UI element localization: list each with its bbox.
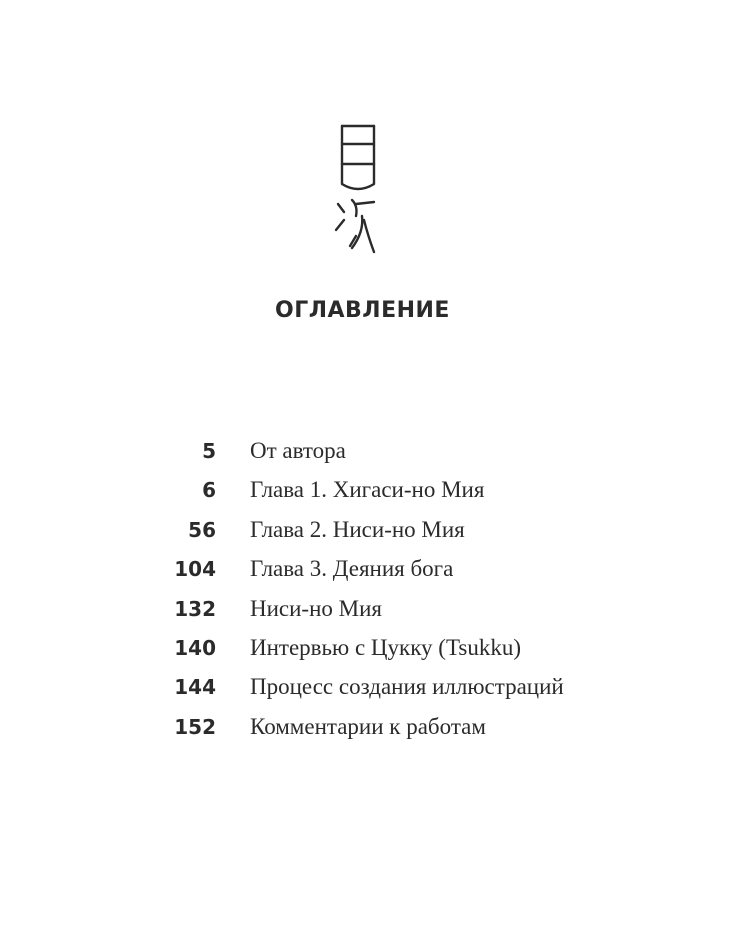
seal-glyph-icon: [328, 120, 388, 260]
toc-page-number: 152: [174, 714, 216, 739]
table-of-contents: [160, 438, 660, 753]
toc-entry[interactable]: [160, 517, 660, 556]
toc-entry-title: Глава 3. Деяния бога: [250, 556, 454, 582]
toc-page-number: 132: [174, 596, 216, 621]
toc-page-number: 6: [202, 478, 216, 503]
toc-page-number: 104: [174, 557, 216, 582]
toc-page-number: 144: [174, 675, 216, 700]
toc-entry-title: Ниси-но Мия: [250, 595, 382, 621]
toc-entry[interactable]: [160, 714, 660, 753]
toc-entry[interactable]: [160, 556, 660, 595]
toc-entry-title: Комментарии к работам: [250, 713, 486, 739]
toc-entry[interactable]: [160, 674, 660, 713]
toc-entry-title: Интервью с Цукку (Tsukku): [250, 634, 522, 660]
toc-entry[interactable]: [160, 635, 660, 674]
page-title: ОГЛАВЛЕНИЕ: [275, 298, 450, 323]
toc-page-number: 140: [174, 635, 216, 660]
toc-entry-title: Глава 2. Ниси-но Мия: [250, 516, 465, 542]
toc-page-number: 56: [188, 517, 216, 542]
toc-entry-title: Глава 1. Хигаси-но Мия: [250, 477, 485, 503]
toc-entry[interactable]: [160, 438, 660, 477]
toc-page-number: 5: [202, 439, 216, 463]
toc-entry-title: От автора: [250, 438, 346, 463]
toc-entry[interactable]: [160, 596, 660, 635]
toc-entry[interactable]: [160, 477, 660, 516]
toc-entry-title: Процесс создания иллюстраций: [250, 674, 564, 700]
